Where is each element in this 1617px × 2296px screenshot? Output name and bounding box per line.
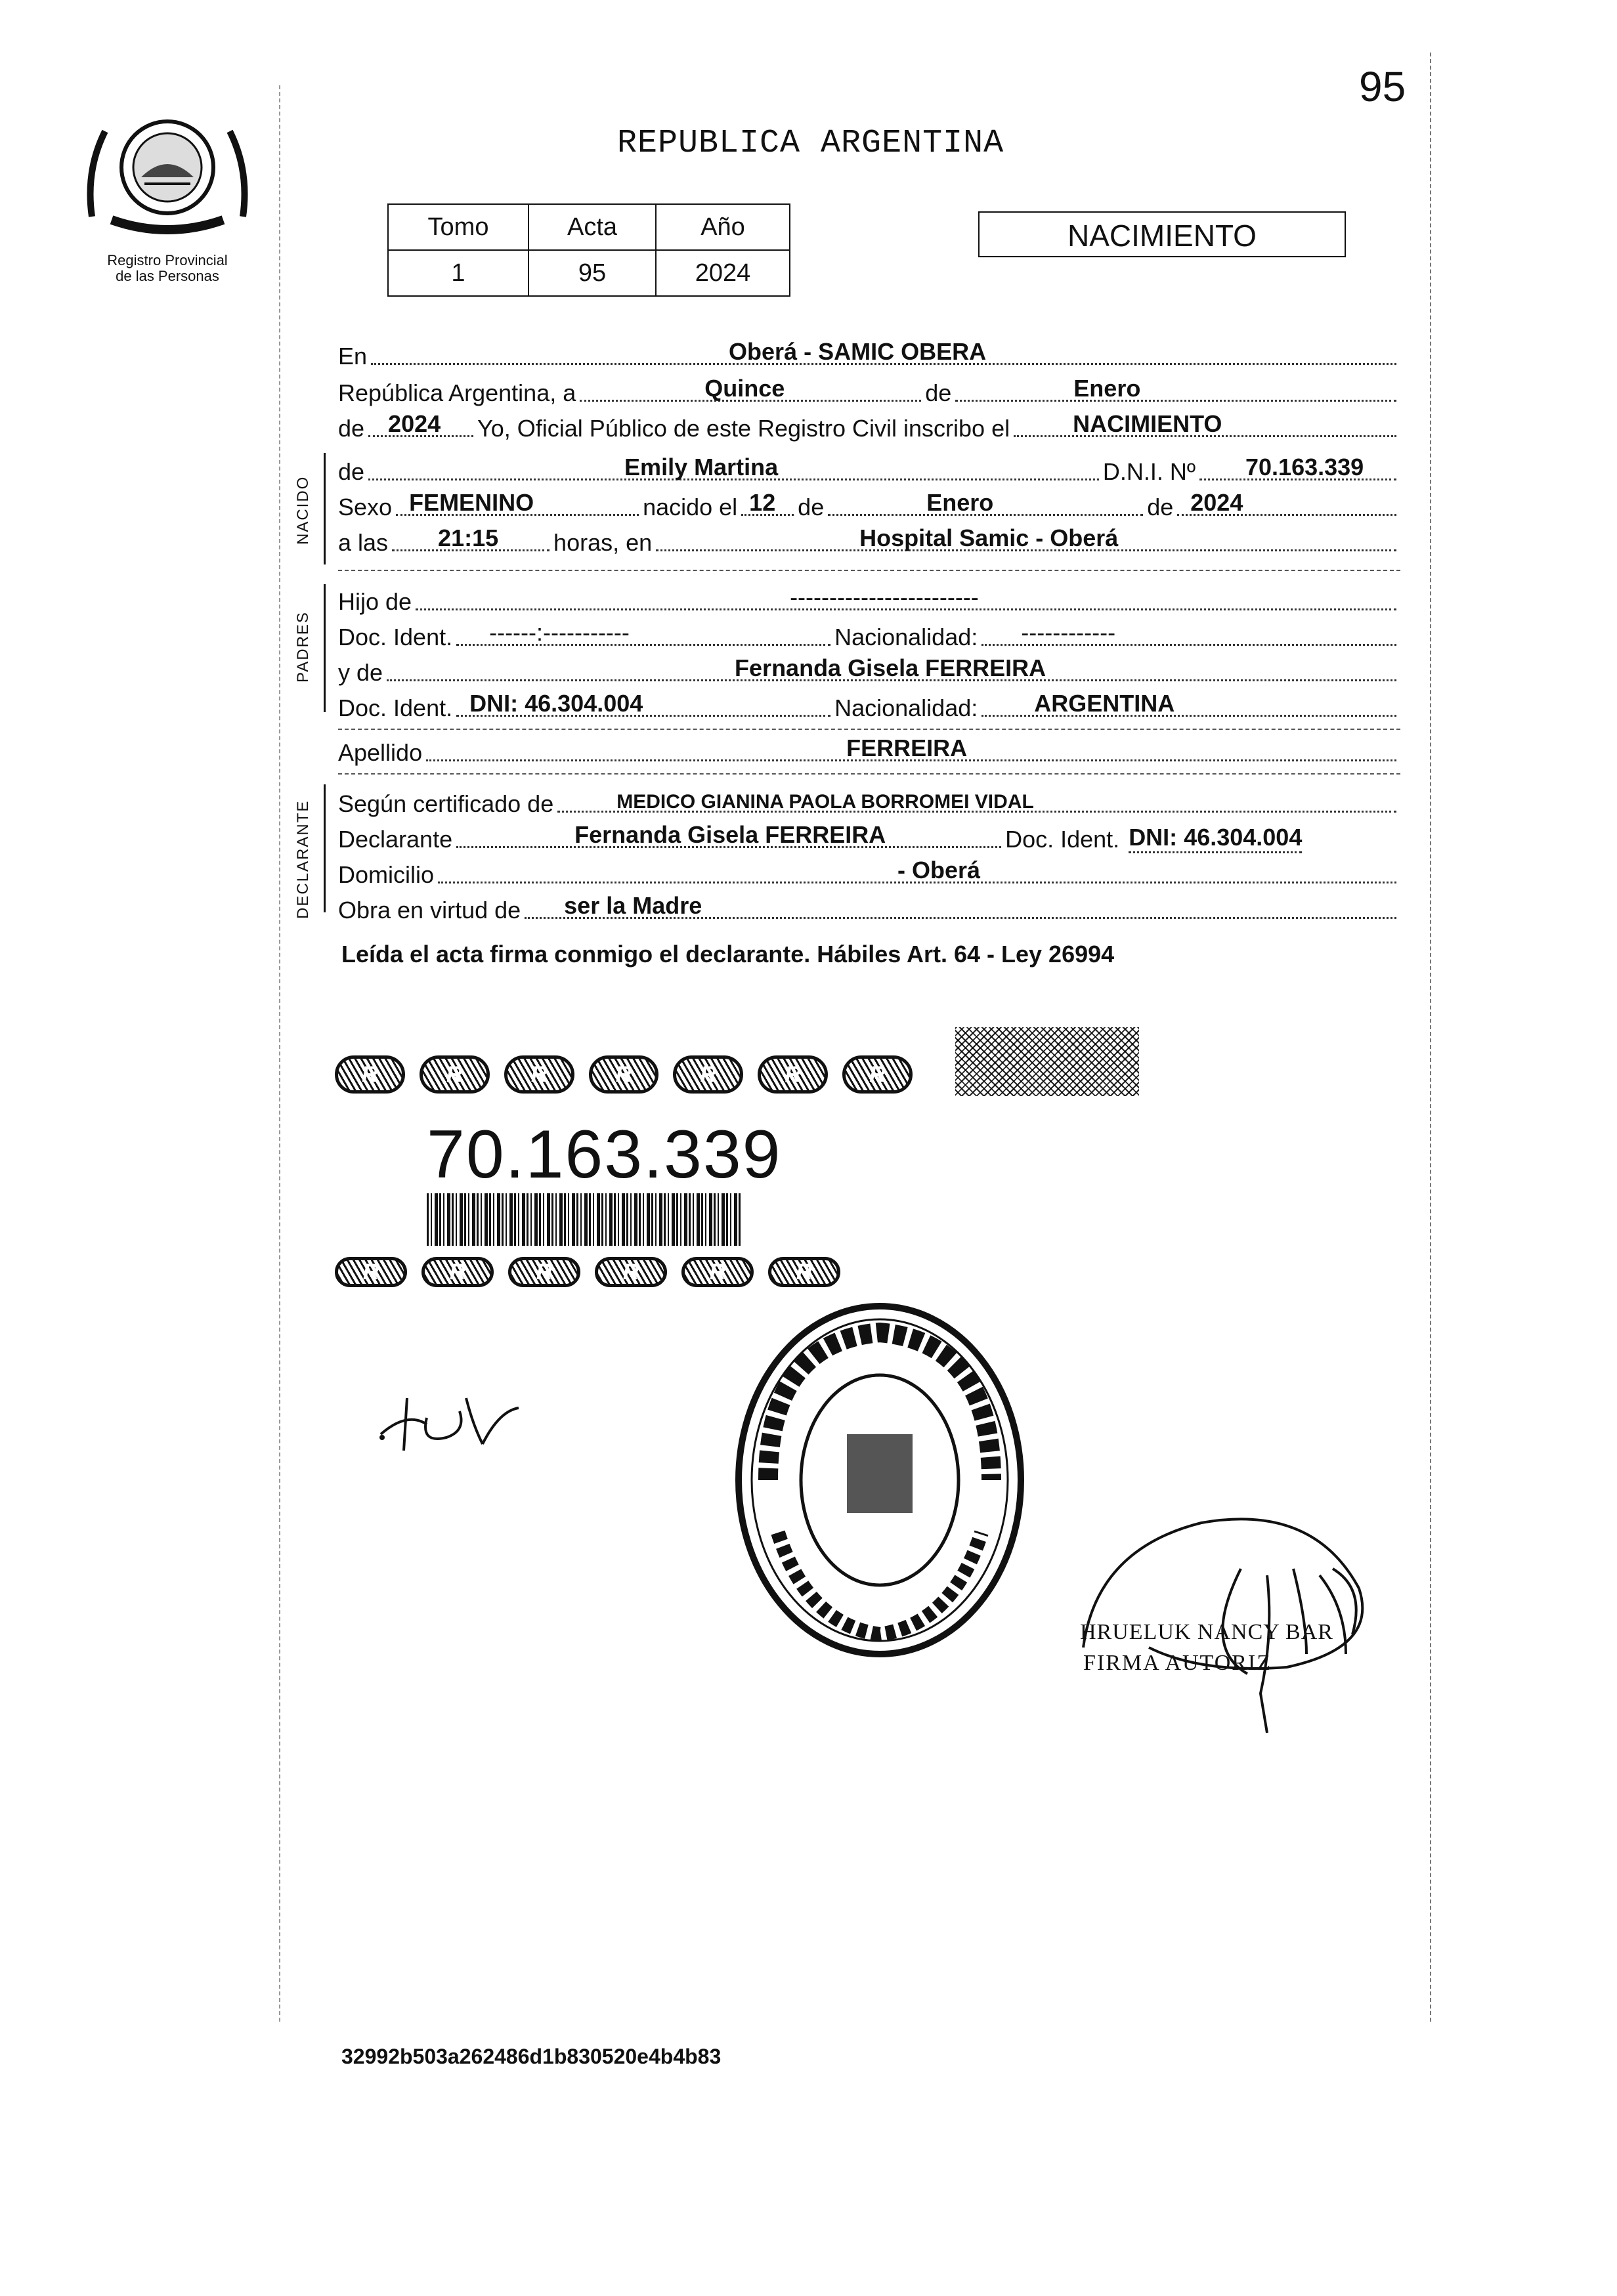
left-margin-line (279, 85, 282, 2022)
sexo-label: Sexo (338, 494, 393, 521)
line-hora (338, 520, 1400, 557)
declarant-signature (368, 1372, 538, 1464)
nacido-rule (324, 453, 326, 564)
registry-line-2: de las Personas (116, 268, 219, 284)
madre-nac-label: Nacionalidad: (834, 694, 978, 721)
padres-section-label: PADRES (294, 611, 312, 683)
line-en (338, 333, 1400, 370)
certificado-field (557, 791, 1396, 813)
line-apellido (338, 730, 1400, 767)
padre-doc-field (456, 619, 830, 646)
de2-label: de (338, 415, 365, 442)
line-nacido-nombre (338, 449, 1400, 486)
obra-field (525, 892, 1396, 919)
de-label: de (338, 458, 365, 485)
lugar-value: Oberá - SAMIC OBERA (729, 338, 987, 365)
province-logo (79, 105, 256, 243)
lugar-nacido-value: Hospital Samic - Oberá (859, 524, 1119, 551)
padre-field (416, 584, 1396, 610)
security-glyph: R (504, 1055, 574, 1094)
de-label: de (925, 379, 952, 406)
de-label-3: de (1147, 494, 1174, 521)
security-glyph: R (768, 1257, 840, 1287)
de-label-2: de (798, 494, 825, 521)
dia-value: Quince (704, 375, 785, 402)
authority-label: FIRMA AUTORIZ (1083, 1651, 1272, 1675)
page-title: REPUBLICA ARGENTINA (617, 125, 1004, 162)
tipo-inscripcion-field (1014, 410, 1396, 437)
tipo-inscripcion-value: NACIMIENTO (1073, 410, 1222, 437)
tomo-header: Tomo (388, 204, 528, 250)
sexo-field (396, 489, 639, 516)
dia-nacido-field (741, 489, 794, 516)
madre-nac-field (981, 690, 1396, 717)
sexo-value: FEMENINO (409, 489, 534, 516)
hora-field (392, 524, 550, 551)
apellido-value: FERREIRA (846, 734, 968, 761)
republica-label: República Argentina, a (338, 379, 576, 406)
declarante-field (456, 821, 1001, 848)
dia-nacido-value: 12 (749, 489, 776, 516)
record-type-box: NACIMIENTO (978, 211, 1346, 257)
padre-value: ------------------------ (790, 584, 979, 610)
mes-value: Enero (1073, 375, 1141, 402)
mes-field (955, 375, 1396, 402)
security-glyph: R (335, 1257, 407, 1287)
line-madre (338, 650, 1400, 687)
dni-value: 70.163.339 (1245, 454, 1364, 480)
yde-label: y de (338, 659, 383, 686)
line-obra (338, 887, 1400, 924)
official-stamp (729, 1296, 1031, 1664)
apellido-field (426, 734, 1396, 761)
oficial-text: Yo, Oficial Público de este Registro Civil inscribo el (477, 415, 1010, 442)
security-glyph: R (673, 1055, 743, 1094)
divider-nacido (338, 570, 1400, 571)
domicilio-label: Domicilio (338, 861, 435, 888)
security-glyph: R (758, 1055, 828, 1094)
declarante-rule (324, 784, 326, 912)
anio-header: Año (656, 204, 790, 250)
dni-field (1199, 454, 1396, 480)
line-oficial (338, 406, 1400, 442)
certificado-value: MEDICO GIANINA PAOLA BORROMEI VIDAL (616, 791, 1034, 813)
barcode (427, 1193, 742, 1246)
security-glyph: R (420, 1055, 490, 1094)
dni-banner-number: 70.163.339 (427, 1116, 782, 1193)
declarante-value: Fernanda Gisela FERREIRA (574, 821, 886, 848)
document-hash: 32992b503a262486d1b830520e4b4b83 (341, 2045, 722, 2068)
registry-line-1: Registro Provincial (107, 252, 228, 268)
madre-doc-field (456, 690, 830, 717)
hora-value: 21:15 (438, 524, 499, 551)
tomo-value: 1 (388, 250, 528, 296)
mes-nacido-value: Enero (926, 489, 994, 516)
line-republica (338, 370, 1400, 407)
madre-value: Fernanda Gisela FERREIRA (735, 654, 1046, 681)
hijo-label: Hijo de (338, 588, 412, 615)
anio-value: 2024 (656, 250, 790, 296)
security-glyph: R (335, 1055, 405, 1094)
obra-label: Obra en virtud de (338, 897, 521, 924)
padre-doc-value: ------:----------- (489, 619, 630, 646)
security-glyph: R (421, 1257, 494, 1287)
authority-name: HRUELUK NANCY BAR (1080, 1620, 1333, 1644)
padre-nac-value: ------------ (1021, 619, 1116, 646)
acta-value: 95 (528, 250, 656, 296)
line-madre-doc (338, 685, 1400, 722)
page-number: 95 (1359, 63, 1406, 110)
lugar-nacido-field (656, 524, 1396, 551)
nombre-field (368, 454, 1099, 480)
padre-nac-field (981, 619, 1396, 646)
right-margin-line (1430, 53, 1433, 2022)
domicilio-field (438, 857, 1396, 883)
security-hologram (955, 1027, 1139, 1096)
dia-field (580, 375, 921, 402)
madre-doc-value: DNI: 46.304.004 (469, 690, 643, 717)
declarante-doc-label: Doc. Ident. (1005, 826, 1120, 853)
nombre-value: Emily Martina (624, 454, 779, 480)
security-glyph: R (589, 1055, 659, 1094)
lugar-field (371, 338, 1396, 365)
horas-label: horas, en (553, 529, 653, 556)
security-glyph: R (595, 1257, 667, 1287)
line-certificado (338, 781, 1400, 818)
security-glyph: R (842, 1055, 913, 1094)
obra-value: ser la Madre (564, 892, 702, 919)
security-band-bottom (335, 1257, 913, 1290)
line-hijo (338, 579, 1400, 616)
security-band-top (335, 1055, 913, 1096)
line-declarante (338, 817, 1400, 853)
madre-nac-value: ARGENTINA (1034, 690, 1175, 717)
line-padre-doc (338, 614, 1400, 651)
apellido-label: Apellido (338, 739, 423, 766)
anio-field (368, 410, 473, 437)
padres-rule (324, 584, 326, 712)
declarante-section-label: DECLARANTE (294, 799, 312, 919)
acta-header: Acta (528, 204, 656, 250)
acta-table (387, 203, 790, 297)
security-glyph: R (508, 1257, 580, 1287)
declarante-doc-value: DNI: 46.304.004 (1129, 824, 1302, 853)
registry-caption (72, 253, 263, 284)
madre-doc-label: Doc. Ident. (338, 694, 453, 721)
divider-apellido (338, 773, 1400, 775)
dni-label: D.N.I. Nº (1102, 458, 1196, 485)
a-las-label: a las (338, 529, 389, 556)
padre-doc-label: Doc. Ident. (338, 624, 453, 650)
madre-field (387, 654, 1396, 681)
anio-nacido-value: 2024 (1190, 489, 1243, 516)
nacido-label: nacido el (643, 494, 738, 521)
line-domicilio (338, 852, 1400, 889)
nacido-section-label: NACIDO (294, 475, 312, 545)
anio-nacido-field (1177, 489, 1396, 516)
closing-note: Leída el acta firma conmigo el declarante. Hábiles Art. 64 - Ley 26994 (341, 941, 1115, 967)
authorized-signature (1070, 1477, 1412, 1753)
en-label: En (338, 343, 368, 370)
domicilio-value: - Oberá (897, 857, 981, 883)
certificado-label: Según certificado de (338, 790, 554, 817)
security-glyph: R (681, 1257, 754, 1287)
anio-value: 2024 (388, 410, 441, 437)
mes-nacido-field (828, 489, 1143, 516)
declarante-label: Declarante (338, 826, 453, 853)
line-sexo (338, 484, 1400, 521)
padre-nac-label: Nacionalidad: (834, 624, 978, 650)
